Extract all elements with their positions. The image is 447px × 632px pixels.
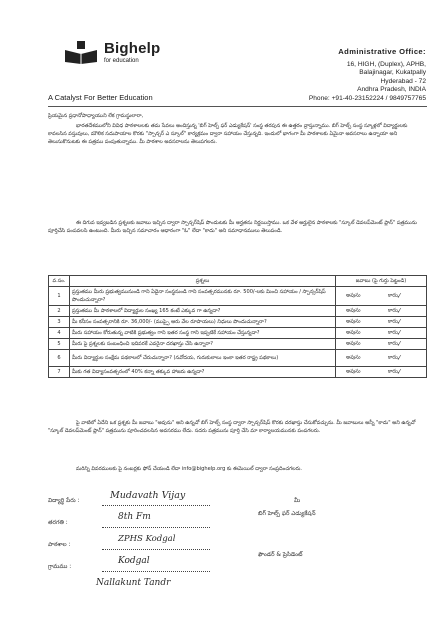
header-divider	[48, 106, 427, 107]
row-answer	[336, 367, 427, 378]
row-number: 7	[49, 367, 70, 378]
handwritten-tick-mark: ✓	[395, 317, 403, 327]
row-question: మీరు పై ప్రశ్నలకు సంబంధించి ఇదివరకే ఎవరైనా దరఖాస్తు చేసి ఉన్నారా?	[70, 339, 336, 350]
answer-yes-option[interactable]: అవును	[346, 368, 361, 375]
col-header-question: ప్రశ్నలు	[70, 276, 336, 287]
row-answer	[336, 339, 427, 350]
student-name-label: విద్యార్థి పేరు :	[48, 498, 80, 504]
logo-subtitle: for education	[104, 58, 139, 64]
answer-yes-option[interactable]: అవును	[346, 329, 361, 336]
row-question: మీరు సహాయం కోరుతున్న వాటికి ప్రభుత్వం గాని ఇతర సంస్థ గాని ఇప్పటికే సహాయం చేస్తున్నదా?	[70, 328, 336, 339]
office-title: Administrative Office:	[338, 47, 426, 56]
handwritten-tick-mark: ✓	[395, 328, 403, 338]
school-label: పాఠశాల :	[48, 542, 71, 548]
contact-paragraph: మరిన్ని వివరములకు పై నంబర్లకు ఫోన్ చేయండి లేదా info@bighelp.org కు ఈమెయిల్ ద్వారా సంప్రదించగలరు.	[76, 466, 303, 472]
office-line: Hyderabad - 72	[380, 77, 426, 85]
school-value: ZPHS Kodgal	[118, 534, 176, 544]
student-name-value: Mudavath Vijay	[110, 490, 186, 501]
closing-paragraph: పై వాటిలో ఏదేని ఒక ప్రశ్నకు మీ జవాబు "అవును" అని ఉన్నచో బిగ్ హెల్ప్ సంస్థ ద్వారా స్పాన్సర్‌షిప్ కొరకు దరఖాస్తు చేసుకోవచ్చును. మీ జవాబులు అన్నీ "కాదు" అని ఉన్నచో "స్కూల్ డెవలప్‌మెంట్ ప్లాన్" పత్రమును పూరించవలసిన అవసరము లేదు. సదరు పత్రమును పూర్తి చేసి మా కార్యాలయమునకు పంపగలరు.	[48, 420, 416, 435]
row-number: 2	[49, 306, 70, 317]
logo-name: Bighelp	[104, 40, 161, 57]
table-row	[49, 328, 427, 339]
office-line: Andhra Pradesh, INDIA	[357, 86, 426, 94]
handwritten-tick-mark: ✓	[395, 353, 403, 363]
row-question: మీకు గత విద్యాసంవత్సరంలో 40% కన్నా తక్కువ హాజరు ఉన్నదా?	[70, 367, 336, 378]
table-row	[49, 339, 427, 350]
row-question: మీ కనీసం సంవత్సరానికి రూ. 36,000/- (ముప్పై ఆరు వేల రూపాయలు) నిధులు పొందుచున్నారా?	[70, 317, 336, 328]
row-number: 1	[49, 287, 70, 306]
student-name-line	[102, 505, 210, 506]
answer-no-option[interactable]: కాదు	[388, 354, 398, 361]
intro-paragraph: భారతదేశములోని వివిధ పాఠశాలలకు తమ సేవలు అందిస్తున్న 'బిగ్ హెల్ప్ ఫర్ ఎడ్యుకేషన్' సంస్థ తరపున ఈ ఉత్తరం వ్రాస్తున్నాము. బిగ్ హెల్ప్ సంస్థ స్కూళ్లలో విద్యార్థులకు కావలసిన వస్తువులు, మౌలిక సదుపాయాల కొరకు "స్పాన్సర్ ఎ స్కూల్" కార్యక్రమం ద్వారా సహాయం చేస్తున్నది. ఇందులో భాగంగా మీ పాఠశాలకు ఏమైనా అవసరాలు ఉన్నాయా అని తెలుసుకొనుటకు ఈ పత్రము పంపుతున్నాము. మీ పాఠశాల అవసరాలను తెలుపగలరు.	[48, 123, 408, 146]
signature-title: ఫౌండర్ & ప్రెసిడెంట్	[258, 552, 303, 558]
col-header-number: వ.సం.	[49, 276, 70, 287]
row-answer	[336, 287, 427, 306]
col-header-answer: జవాబు (పై గుర్తు పెట్టండి)	[336, 276, 427, 287]
answer-yes-option[interactable]: అవును	[346, 340, 361, 347]
table-row	[49, 350, 427, 367]
table-row	[49, 306, 427, 317]
office-phone: Phone: +91-40-23152224 / 9849757765	[308, 94, 426, 102]
table-row	[49, 317, 427, 328]
handwritten-tick-mark: ✓	[395, 339, 403, 349]
signature-org: బిగ్ హెల్ప్ ఫర్ ఎడ్యుకేషన్	[258, 511, 316, 517]
office-address	[309, 48, 426, 104]
answer-no-option[interactable]: కాదు	[388, 329, 398, 336]
village-line	[102, 571, 210, 572]
row-number: 4	[49, 328, 70, 339]
extra-handwritten-value: Nallakunt Tandr	[96, 578, 171, 588]
logo	[104, 40, 160, 64]
answer-no-option[interactable]: కాదు	[388, 307, 398, 314]
row-number: 5	[49, 339, 70, 350]
row-answer	[336, 317, 427, 328]
school-line	[102, 549, 210, 550]
answer-yes-option[interactable]: అవును	[346, 318, 361, 325]
row-question: ప్రస్తుతము మీరు ప్రభుత్వమునుండి గాని ఏదైనా సంస్థనుండి గాని సంవత్సరమునకు రూ. 500/-లకు మించి సహాయం / స్పాన్సర్‌షిప్ పొందుచున్నారా?	[70, 287, 336, 306]
office-line: Balajinagar, Kukatpally	[359, 69, 426, 77]
answer-yes-option[interactable]: అవును	[346, 354, 361, 361]
instructions-paragraph: ఈ దిగువ ఇవ్వబడిన ప్రశ్నలకు జవాబు ఇచ్చిన ద్వారా స్పాన్సర్‌షిప్ పొందుటకు మీ అర్హతను నిర్ణయిస్తాము. ఒక వేళ అర్హులైన పాఠశాలకు "స్కూల్ డెవలప్‌మెంట్ ప్లాన్" పత్రమును పూర్తిచేసి పంపవలసి ఉంటుంది. మీరు ఇచ్చిన సమాచారం ఆధారంగా "ఓ" లేదా "కాదు" అని సమాధానములు తెలుపండి.	[48, 220, 417, 235]
handwritten-tick-mark: ✓	[395, 291, 403, 301]
salutation: ప్రియమైన ప్రధానోపాధ్యాయుని లేక గ్రామస్థులారా,	[48, 113, 144, 119]
office-line: 16, HIGH, (Duplex), APHB,	[346, 60, 426, 68]
signature-line-1: మీ	[294, 498, 301, 504]
row-number: 3	[49, 317, 70, 328]
answer-yes-option[interactable]: అవును	[346, 292, 361, 299]
handwritten-tick-mark: ✓	[395, 306, 403, 316]
class-label: తరగతి :	[48, 520, 68, 526]
answer-no-option[interactable]: కాదు	[388, 318, 398, 325]
village-value: Kodgal	[118, 556, 150, 566]
row-question: మీరు విద్యార్థుల సంక్షేమ పథకాలలో చేరుచున్నారా? (నవోదయ, గురుకులాలు ఇంకా ఇతర రాష్ట్ర పథకాలు)	[70, 350, 336, 367]
table-row	[49, 367, 427, 378]
row-answer	[336, 350, 427, 367]
village-label: గ్రామము :	[48, 564, 72, 570]
handwritten-tick-mark: ✓	[395, 367, 403, 377]
table-row	[49, 287, 427, 306]
tagline: A Catalyst For Better Education	[48, 93, 153, 102]
row-answer	[336, 328, 427, 339]
class-value: 8th Fm	[118, 512, 151, 522]
answer-no-option[interactable]: కాదు	[388, 340, 398, 347]
answer-no-option[interactable]: కాదు	[388, 292, 398, 299]
answer-no-option[interactable]: కాదు	[388, 368, 398, 375]
class-line	[102, 527, 210, 528]
row-answer	[336, 306, 427, 317]
book-logo-icon	[64, 40, 98, 64]
questionnaire-table	[48, 275, 427, 378]
row-question: ప్రస్తుతము మీ పాఠశాలలో విద్యార్థుల సంఖ్య 165 కంటే ఎక్కువ గా ఉన్నదా?	[70, 306, 336, 317]
row-number: 6	[49, 350, 70, 367]
table-header-row	[49, 276, 427, 287]
answer-yes-option[interactable]: అవును	[346, 307, 361, 314]
